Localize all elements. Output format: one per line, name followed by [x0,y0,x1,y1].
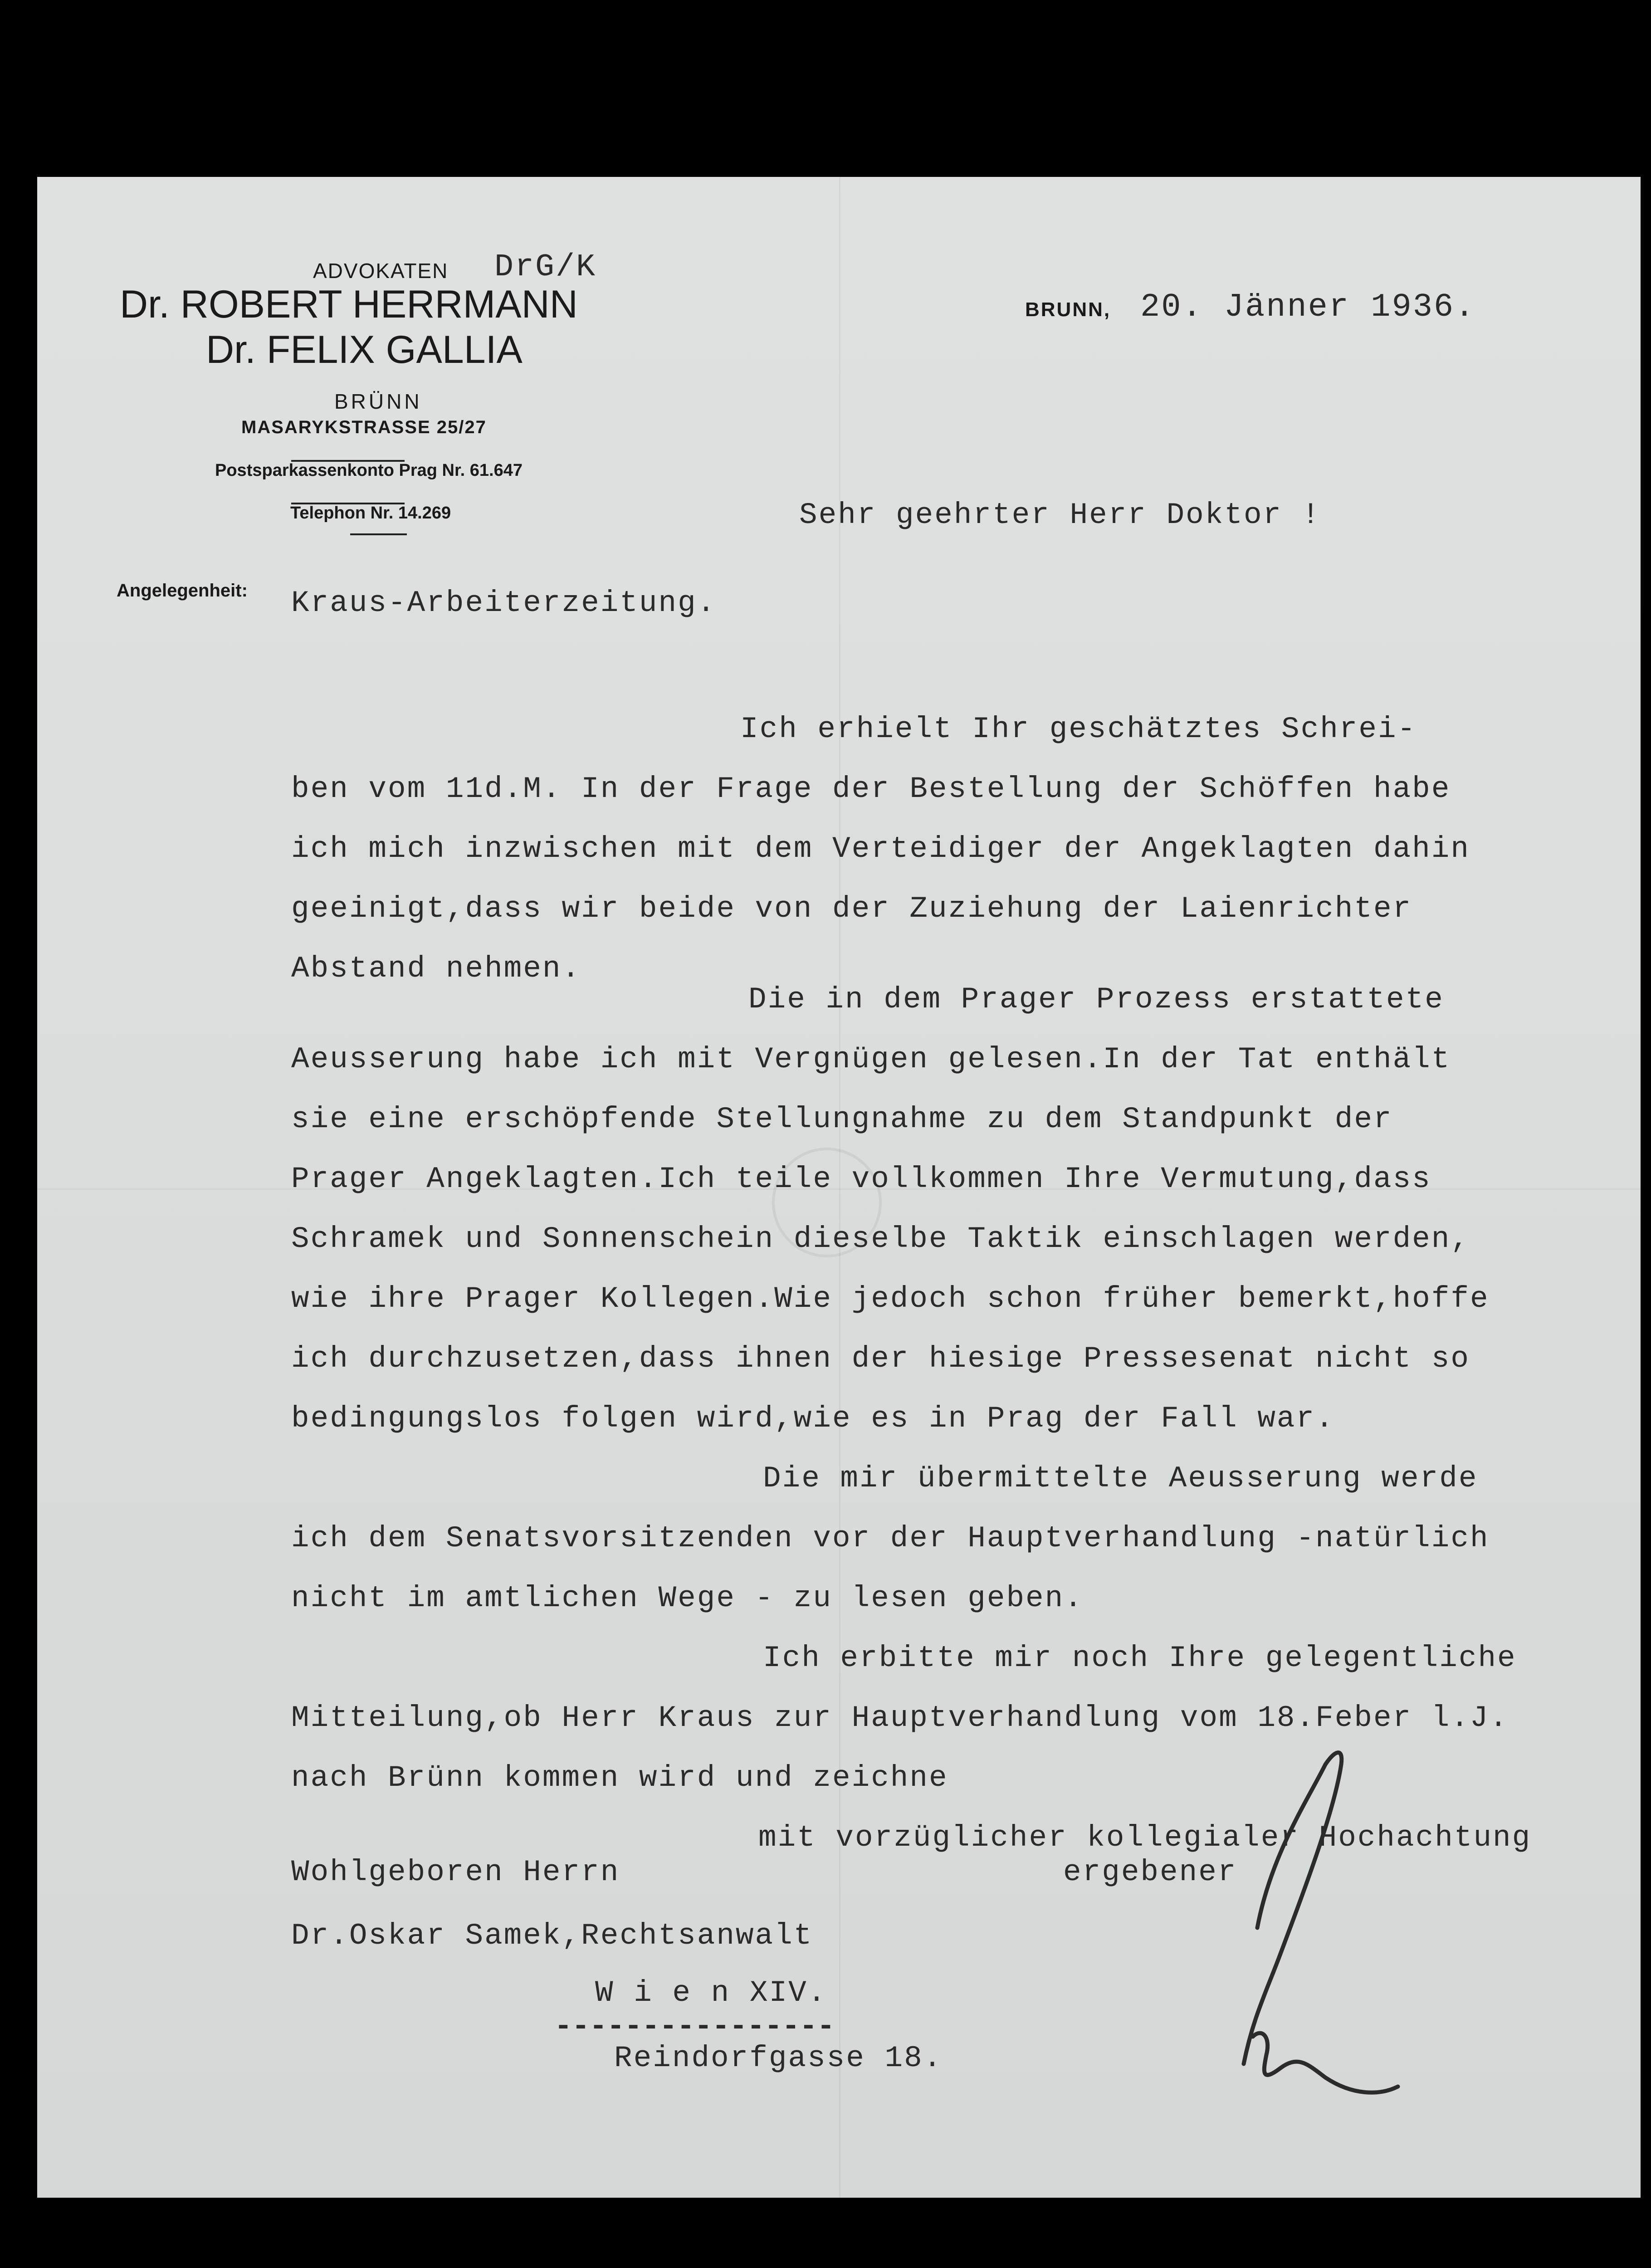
body-line: Mitteilung,ob Herr Kraus zur Hauptverhandlung vom 18.Feber l.J. [291,1701,1509,1735]
body-line: Die mir übermittelte Aeusserung werde [763,1461,1478,1496]
address-line-3: W i e n XIV. [595,1976,827,2010]
body-line: ben vom 11d.M. In der Frage der Bestellung der Schöffen habe [291,772,1451,806]
body-line: Die in dem Prager Prozess erstattete [748,982,1444,1017]
subject: Kraus-Arbeiterzeitung. [291,586,717,620]
address-line-1: Wohlgeboren Herrn [291,1855,620,1889]
body-line: nach Brünn kommen wird und zeichne [291,1761,948,1795]
reference-code: DrG/K [494,249,597,285]
body-line: Schramek und Sonnenschein dieselbe Taktik einschlagen werden, [291,1222,1470,1256]
date: 20. Jänner 1936. [1140,288,1476,326]
address-line-2: Dr.Oskar Samek,Rechtsanwalt [291,1919,813,1953]
firm-city: BRÜNN [334,390,422,413]
body-line: ich mich inzwischen mit dem Verteidiger der Angeklagten dahin [291,832,1470,866]
body-line: ich dem Senatsvorsitzenden vor der Hauptverhandlung -natürlich [291,1521,1490,1555]
faint-stamp-mark [772,1148,882,1257]
subject-label: Angelegenheit: [117,581,248,601]
handwritten-signature [1117,1719,1434,2136]
place: BRUNN, [1025,298,1111,321]
letterhead-rule-3 [350,533,407,535]
firm-name-2: Dr. FELIX GALLIA [206,328,523,371]
postal-account: Postsparkassenkonto Prag Nr. 61.647 [215,461,523,480]
body-line: Prager Angeklagten.Ich teile vollkommen Ihre Vermutung,dass [291,1162,1431,1196]
body-line: Aeusserung habe ich mit Vergnügen gelesen.In der Tat enthält [291,1042,1451,1076]
firm-name-1: Dr. ROBERT HERRMANN [120,283,578,326]
body-line: geeinigt,dass wir beide von der Zuziehung der Laienrichter [291,892,1412,926]
body-line: ich durchzusetzen,dass ihnen der hiesige Pressesenat nicht so [291,1342,1470,1376]
address-underline: ---------------- [554,2009,835,2043]
letterhead-label: ADVOKATEN [313,259,449,283]
body-line: Abstand nehmen. [291,952,581,986]
body-line: bedingungslos folgen wird,wie es in Prag der Fall war. [291,1402,1335,1436]
letter-sheet [37,177,1641,2198]
body-line: sie eine erschöpfende Stellungnahme zu dem Standpunkt der [291,1102,1393,1136]
address-line-4: Reindorfgasse 18. [614,2041,943,2075]
body-line: Ich erhielt Ihr geschätztes Schrei- [740,712,1417,746]
firm-street: MASARYKSTRASSE 25/27 [241,417,487,437]
salutation: Sehr geehrter Herr Doktor ! [799,498,1321,532]
body-line: Ich erbitte mir noch Ihre gelegentliche [763,1641,1517,1675]
body-line: wie ihre Prager Kollegen.Wie jedoch schon früher bemerkt,hoffe [291,1282,1490,1316]
body-line: nicht im amtlichen Wege - zu lesen geben. [291,1581,1084,1615]
closing-formula: mit vorzüglicher kollegialer Hochachtung [758,1821,1532,1855]
closing-signoff: ergebener [1063,1855,1237,1889]
telephone: Telephon Nr. 14.269 [290,503,451,523]
